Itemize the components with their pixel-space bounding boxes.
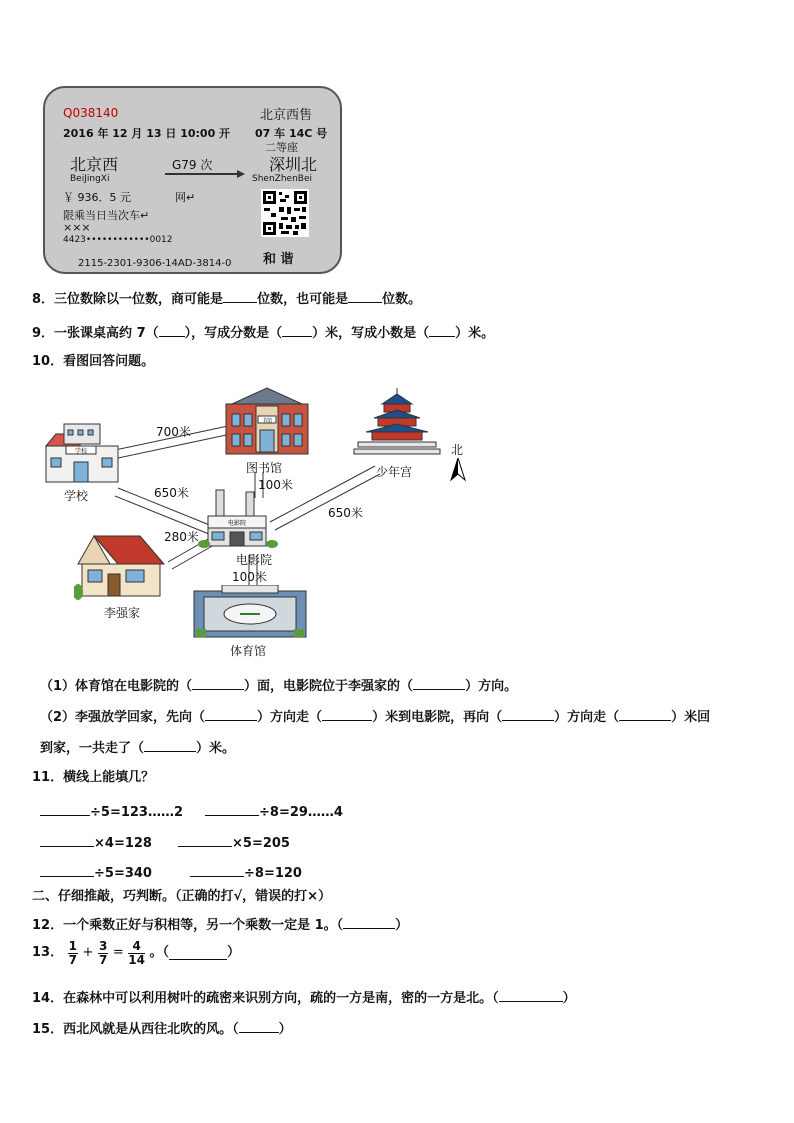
answer-blank[interactable] xyxy=(343,916,395,929)
equation-4 xyxy=(178,834,290,852)
ticket-seat: 07 车 14C 号 xyxy=(255,127,328,140)
question-10-3 xyxy=(40,739,235,757)
fraction-2: $\frac{3}{7}$ xyxy=(98,939,108,968)
label-cinema: 电影院 xyxy=(236,553,273,567)
question-text: ）米到电影院，再向（ xyxy=(372,710,503,725)
question-text: ），写成分数是（ xyxy=(184,326,283,341)
answer-blank[interactable] xyxy=(282,324,312,337)
train-ticket xyxy=(43,86,342,274)
question-text: ）方向走（ xyxy=(257,710,323,725)
question-15 xyxy=(32,1020,292,1038)
question-number: 12． xyxy=(32,918,64,933)
section-2-heading xyxy=(32,890,331,905)
question-number: 8． xyxy=(32,292,55,307)
answer-blank[interactable] xyxy=(348,290,382,303)
temple-icon xyxy=(352,388,442,460)
question-10 xyxy=(32,355,154,370)
answer-blank[interactable] xyxy=(413,677,465,690)
question-10-1 xyxy=(40,677,517,695)
question-text: ）米。 xyxy=(455,326,495,341)
equation-text: ÷8=120 xyxy=(244,866,302,881)
question-9 xyxy=(32,324,494,342)
arrow-icon xyxy=(165,170,245,178)
ticket-id: 4423••••••••••••0012 xyxy=(63,235,173,245)
distance-school-cinema: 650米 xyxy=(154,486,189,500)
question-text: ） xyxy=(227,945,241,961)
ticket-train: G79 次 xyxy=(172,158,213,172)
ticket-name: ××× xyxy=(63,221,91,234)
distance-home-cinema: 280米 xyxy=(164,530,199,544)
answer-blank[interactable] xyxy=(205,708,257,721)
question-text: 位数。 xyxy=(382,292,422,307)
question-text: ）方向走（ xyxy=(554,710,620,725)
question-number: 13． xyxy=(32,945,64,961)
label-school: 学校 xyxy=(64,489,89,503)
question-8 xyxy=(32,290,421,308)
school-building-icon xyxy=(38,422,122,486)
question-text: 位数，也可能是 xyxy=(257,292,349,307)
ticket-datetime: 2016 年 12 月 13 日 10:00 开 xyxy=(63,127,231,140)
question-text: ） xyxy=(562,991,576,1006)
label-youth-palace: 少年宫 xyxy=(376,465,413,479)
equation-text: ÷8=29……4 xyxy=(259,805,343,820)
answer-blank[interactable] xyxy=(178,834,232,847)
question-10-2 xyxy=(40,708,710,726)
question-text: （2）李强放学回家，先向（ xyxy=(40,710,206,725)
answer-blank[interactable] xyxy=(190,864,244,877)
ticket-code: Q038140 xyxy=(63,106,119,120)
question-text: ）方向。 xyxy=(465,679,518,694)
label-library: 图书馆 xyxy=(246,461,283,475)
question-text: ）米，写成小数是（ xyxy=(312,326,430,341)
answer-blank[interactable] xyxy=(159,324,185,337)
question-text: ）米回 xyxy=(671,710,711,725)
cinema-building-icon xyxy=(198,488,278,550)
house-icon xyxy=(74,530,174,602)
question-text: 到家，一共走了（ xyxy=(40,741,145,756)
north-arrow-icon xyxy=(450,458,466,482)
ticket-from-en: BeiJingXi xyxy=(70,174,110,184)
answer-blank[interactable] xyxy=(223,290,257,303)
answer-blank[interactable] xyxy=(429,324,455,337)
distance-school-library: 700米 xyxy=(156,425,191,439)
answer-blank[interactable] xyxy=(169,947,227,960)
question-11 xyxy=(32,771,154,786)
ticket-net: 网↵ xyxy=(175,191,196,204)
equation-text: ÷5=340 xyxy=(94,866,152,881)
ticket-price: ￥ 936．5 元 xyxy=(63,191,131,204)
equation-3 xyxy=(40,834,152,852)
section-title: 二、仔细推敲，巧判断。（正确的打√，错误的打×） xyxy=(32,889,332,904)
answer-blank[interactable] xyxy=(322,708,372,721)
equation-text: ×4=128 xyxy=(94,836,152,851)
fraction-3: $\frac{4}{14}$ xyxy=(128,939,145,968)
question-text: 在森林中可以利用树叶的疏密来识别方向，疏的一方是南，密的一方是北。（ xyxy=(63,991,499,1006)
label-home: 李强家 xyxy=(104,606,141,620)
question-text: （1）体育馆在电影院的（ xyxy=(40,679,193,694)
answer-blank[interactable] xyxy=(40,803,90,816)
equation-6 xyxy=(190,864,302,882)
ticket-note: 限乘当日当次车↵ xyxy=(63,209,150,222)
ticket-from: 北京西 xyxy=(70,155,119,174)
equation-text: ×5=205 xyxy=(232,836,290,851)
question-number: 9． xyxy=(32,326,55,341)
question-text: 横线上能填几？ xyxy=(63,770,155,785)
ticket-serial: 2115-2301-9306-14AD-3814-0 xyxy=(78,258,232,269)
answer-blank[interactable] xyxy=(619,708,671,721)
equals-sign: = xyxy=(112,945,124,961)
question-13 xyxy=(32,940,240,967)
plus-sign: + xyxy=(82,945,94,961)
equation-2 xyxy=(205,803,343,821)
ticket-class: 二等座 xyxy=(265,141,298,154)
equation-1 xyxy=(40,803,183,821)
question-text: ） xyxy=(278,1022,292,1037)
question-number: 14． xyxy=(32,991,64,1006)
label-north: 北 xyxy=(451,443,464,457)
answer-blank[interactable] xyxy=(144,739,196,752)
question-text: 。（ xyxy=(149,945,170,961)
ticket-to-en: ShenZhenBei xyxy=(252,174,312,184)
question-text: ）米。 xyxy=(196,741,236,756)
question-text: ）面，电影院位于李强家的（ xyxy=(244,679,414,694)
distance-palace-cinema: 650米 xyxy=(328,506,363,520)
library-sign: 书馆 xyxy=(261,418,273,424)
answer-blank[interactable] xyxy=(239,1020,279,1033)
school-sign: 学校 xyxy=(74,448,88,455)
equation-text: ÷5=123……2 xyxy=(90,805,184,820)
direction-map xyxy=(30,380,490,665)
cinema-sign: 电影院 xyxy=(227,520,247,527)
library-building-icon xyxy=(222,386,312,456)
question-number: 11． xyxy=(32,770,64,785)
answer-blank[interactable] xyxy=(502,708,554,721)
stadium-icon xyxy=(192,585,308,639)
fraction-1: $\frac{1}{7}$ xyxy=(68,939,77,968)
ticket-brand: 和 谐 xyxy=(263,252,294,267)
qr-code-icon xyxy=(261,189,309,237)
answer-blank[interactable] xyxy=(499,989,563,1002)
question-number: 15． xyxy=(32,1022,64,1037)
question-text: ） xyxy=(395,918,409,933)
question-text: 西北风就是从西往北吹的风。（ xyxy=(63,1022,239,1037)
question-12 xyxy=(32,916,408,934)
question-number: 10． xyxy=(32,354,64,369)
answer-blank[interactable] xyxy=(40,834,94,847)
ticket-office: 北京西售 xyxy=(260,108,313,123)
question-14 xyxy=(32,989,576,1007)
equation-5 xyxy=(40,864,152,882)
distance-cinema-stadium: 100米 xyxy=(232,570,267,584)
distance-library-cinema: 100米 xyxy=(258,478,293,492)
question-text: 一个乘数正好与积相等，另一个乘数一定是 1。（ xyxy=(63,918,344,933)
question-text: 看图回答问题。 xyxy=(63,354,155,369)
answer-blank[interactable] xyxy=(40,864,94,877)
question-text: 一张课桌高约 7（ xyxy=(54,326,159,341)
question-text: 三位数除以一位数，商可能是 xyxy=(54,292,224,307)
answer-blank[interactable] xyxy=(192,677,244,690)
label-stadium: 体育馆 xyxy=(230,644,267,658)
answer-blank[interactable] xyxy=(205,803,259,816)
ticket-to: 深圳北 xyxy=(269,155,318,174)
